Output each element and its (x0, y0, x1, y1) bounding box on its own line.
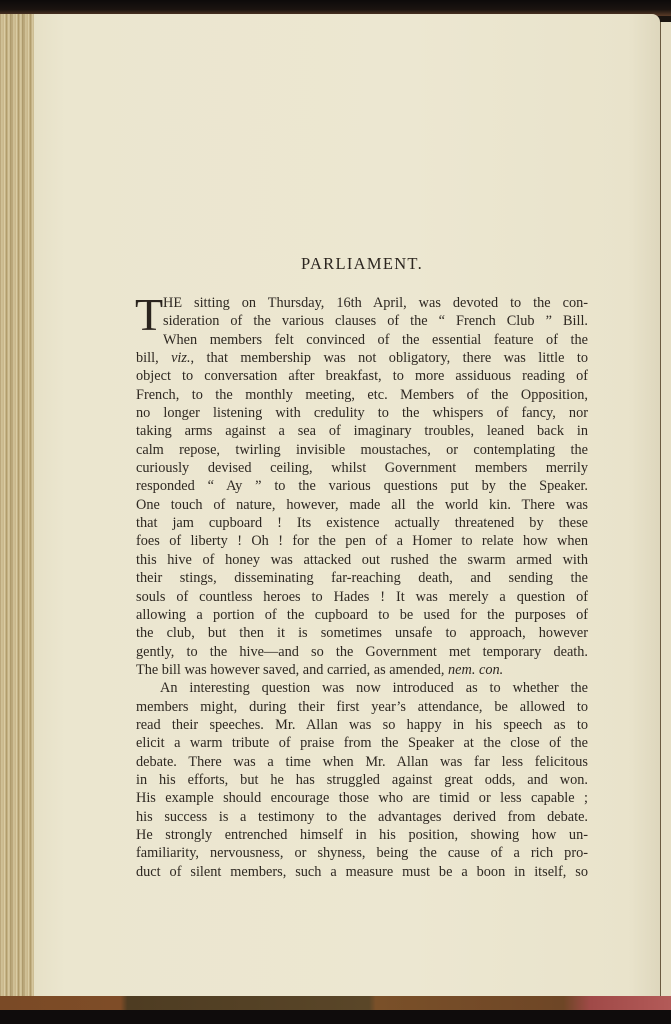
text-line: the club, but then it is sometimes unsafe to approach, however (136, 625, 588, 642)
text-line: read their speeches. Mr. Allan was so happy in his speech as to (136, 716, 588, 733)
page-stack-edge (0, 14, 34, 999)
text-line: souls of countless heroes to Hades ! It was merely a question of (136, 588, 588, 605)
text-line: His example should encourage those who are timid or less capable ; (136, 790, 588, 807)
text-line (136, 349, 588, 367)
drop-cap: T (135, 289, 164, 340)
text-line: no longer listening with credulity to the whispers of fancy, nor (136, 405, 588, 422)
text-line: One touch of nature, however, made all the world kin. There was (136, 496, 588, 513)
text-line (136, 661, 588, 679)
text-line: debate. There was a time when Mr. Allan was far less felicitous (136, 753, 588, 770)
text-line: in his efforts, but he has struggled against great odds, and won. (136, 771, 588, 788)
text-line: this hive of honey was attacked out rushed the swarm armed with (136, 551, 588, 568)
text-line: familiarity, nervousness, or shyness, being the cause of a rich pro- (136, 845, 588, 862)
text-line: responded “ Ay ” to the various questions put by the Speaker. (136, 478, 588, 495)
text-fragment: bill, (136, 350, 172, 367)
text-line: foes of liberty ! Oh ! for the pen of a Homer to relate how when (136, 533, 588, 550)
italic-viz: viz. (171, 350, 191, 367)
text-line: allowing a portion of the cupboard to be used for the purposes of (136, 606, 588, 623)
text-line: He strongly entrenched himself in his position, showing how un- (136, 826, 588, 843)
text-line: calm repose, twirling invisible moustaches, or contemplating the (136, 441, 588, 458)
text-line: When members felt convinced of the essential feature of the (163, 331, 588, 348)
text-line: that jam cupboard ! Its existence actually threatened by these (136, 515, 588, 532)
italic-nem-con: nem. con. (448, 661, 504, 678)
text-line: curiously devised ceiling, whilst Government members merrily (136, 460, 588, 477)
text-line: An interesting question was now introduced as to whether the (160, 680, 588, 697)
text-fragment: The bill was however saved, and carried, as amended, (136, 661, 449, 678)
next-page-edge (660, 22, 671, 1002)
text-line: duct of silent members, such a measure must be a boon in itself, so (136, 863, 588, 880)
text-line: sideration of the various clauses of the “ French Club ” Bill. (163, 313, 588, 330)
text-line: elicit a warm tribute of praise from the Speaker at the close of the (136, 735, 588, 752)
text-line: HE sitting on Thursday, 16th April, was devoted to the con- (163, 295, 588, 311)
text-line: his success is a testimony to the advantages derived from debate. (136, 808, 588, 825)
text-line: French, to the monthly meeting, etc. Members of the Opposition, (136, 386, 588, 403)
body-text (135, 289, 588, 881)
text-line: their stings, disseminating far-reaching death, and sending the (136, 570, 588, 587)
text-fragment: , that membership was not obligatory, there was little to (190, 350, 588, 367)
text-line: members might, during their first year’s attendance, be allowed to (136, 698, 588, 715)
text-line: gently, to the hive—and so the Government met temporary death. (136, 643, 588, 660)
text-line: taking arms against a sea of imaginary troubles, leaned back in (136, 423, 588, 440)
book-cover-band (0, 996, 671, 1010)
page-title: PARLIAMENT. (300, 254, 424, 273)
text-line: object to conversation after breakfast, to more assiduous reading of (136, 368, 588, 385)
